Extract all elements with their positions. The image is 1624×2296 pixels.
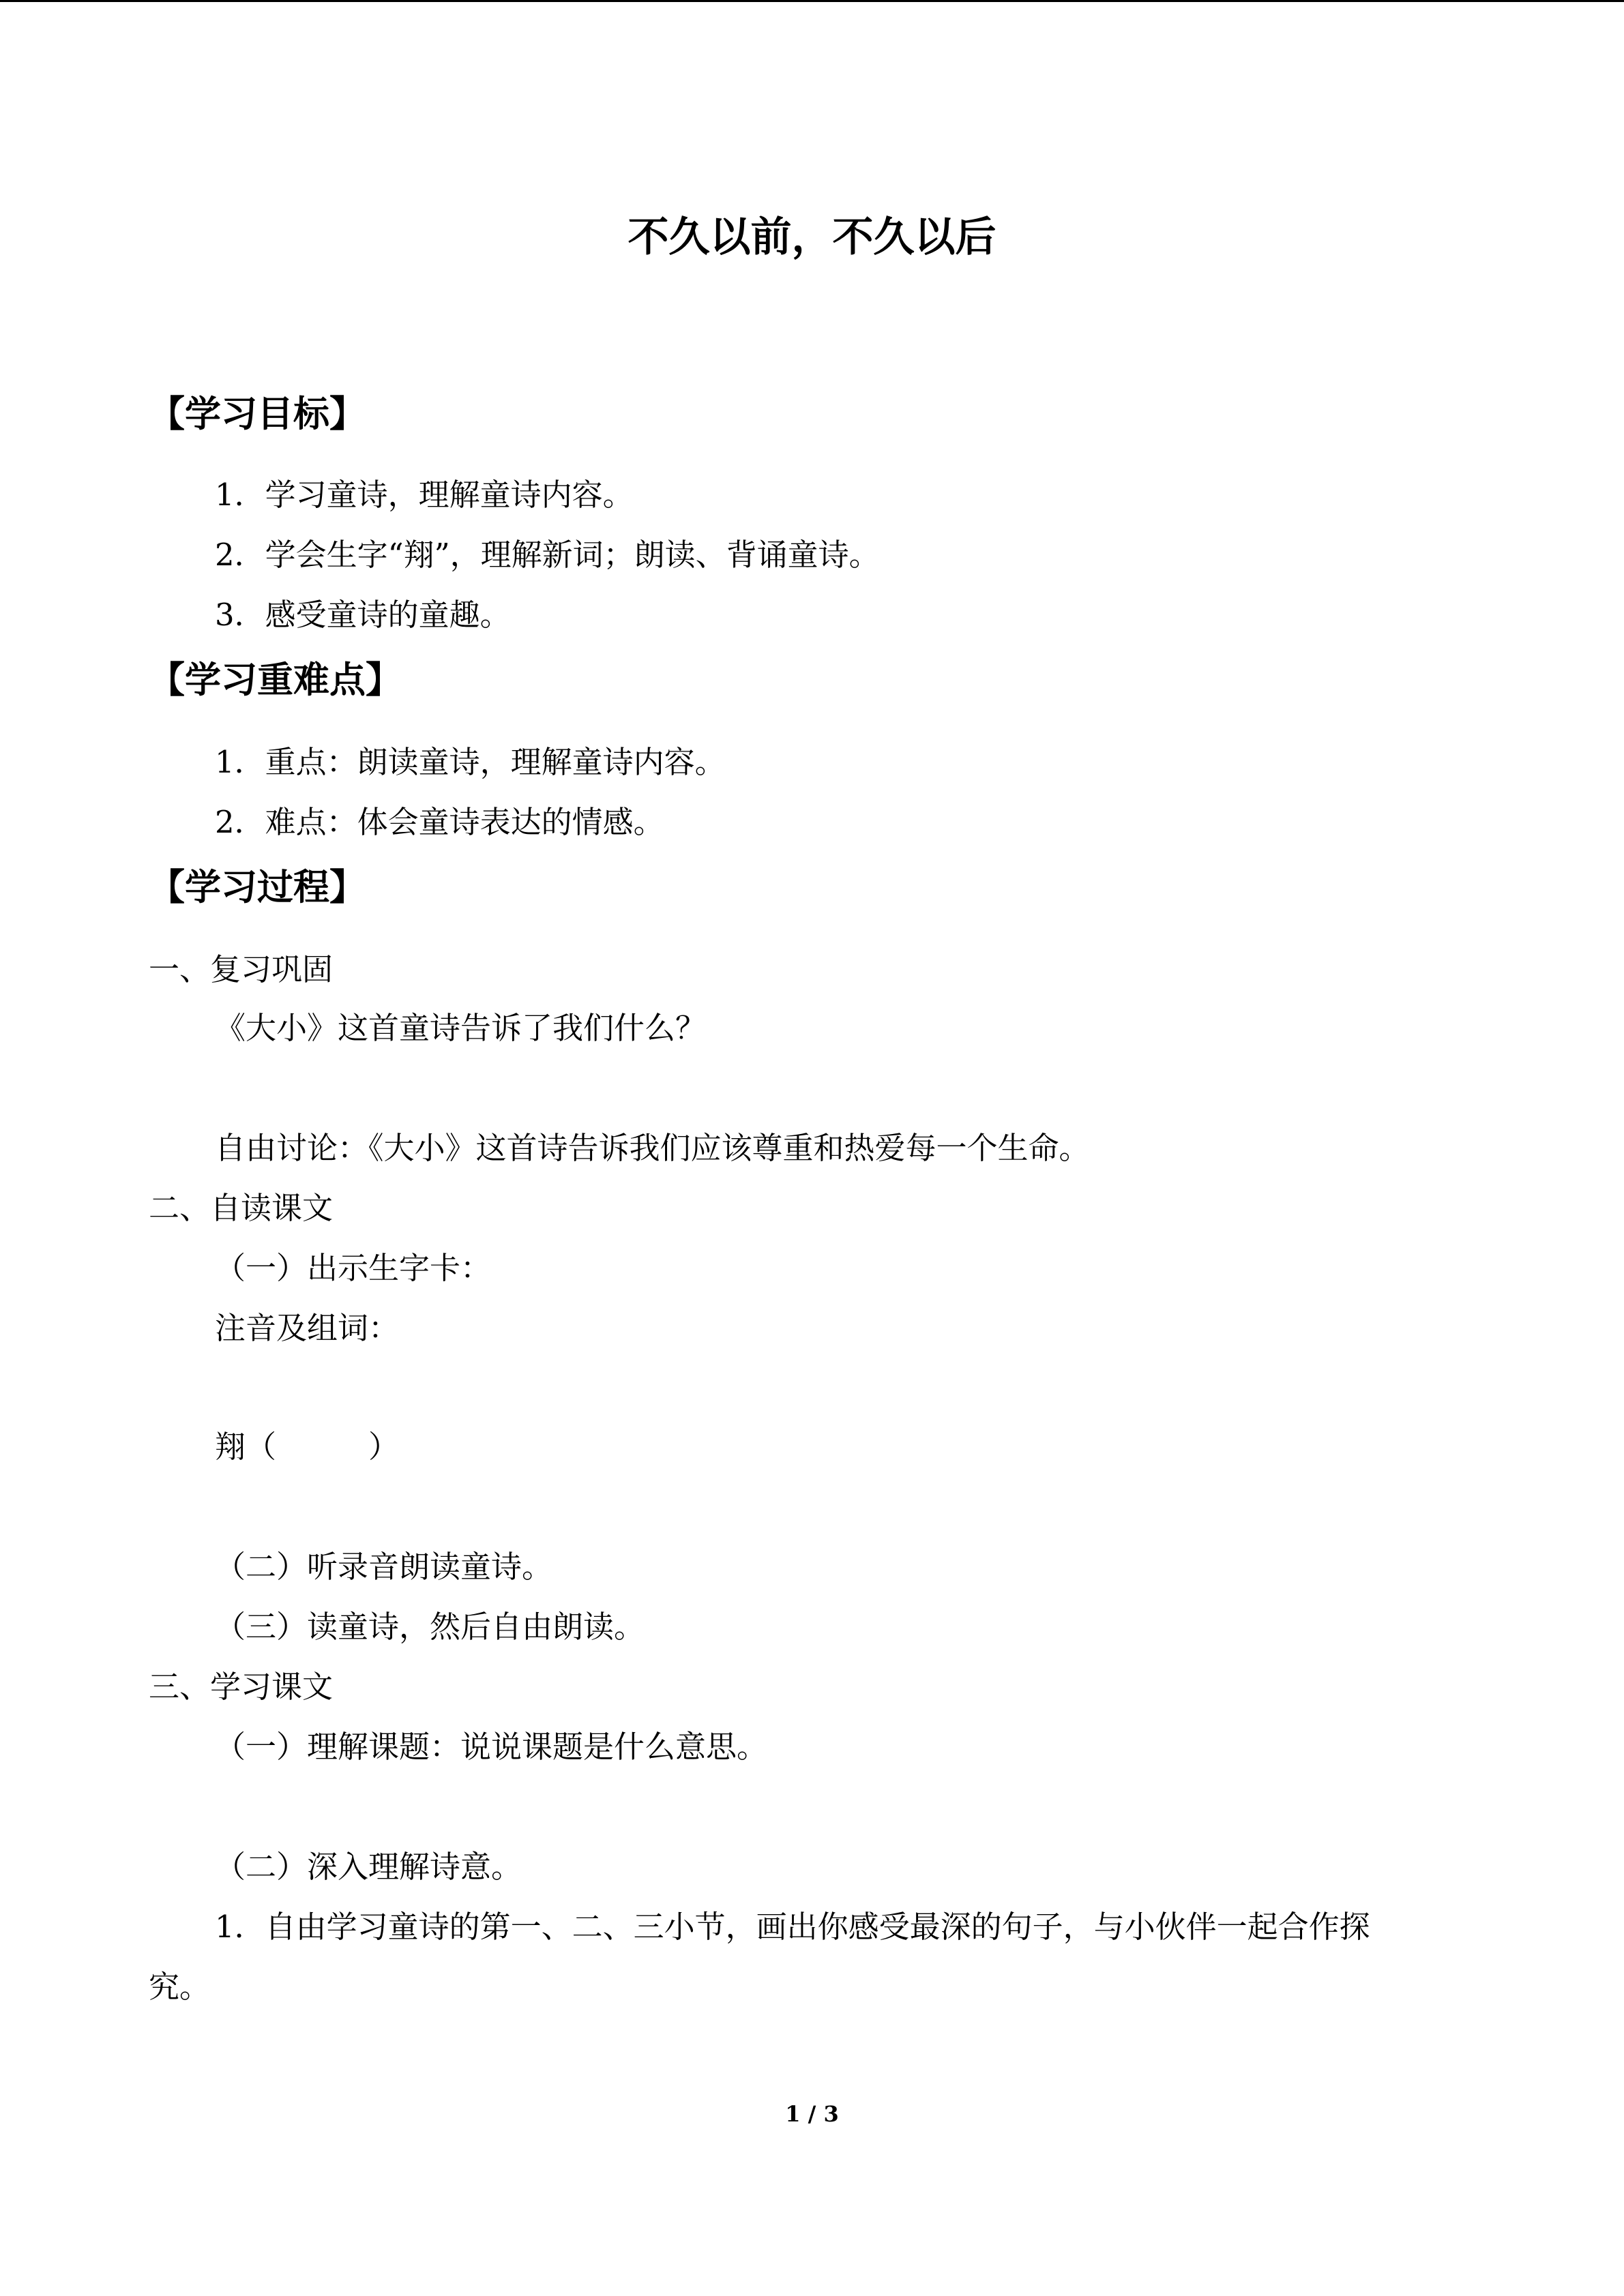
part1-title: 一、复习巩固 (149, 951, 334, 987)
part1-question: 《大小》这首童诗告诉了我们什么？ (215, 1010, 707, 1046)
part3-step2: （二）深入理解诗意。 (215, 1849, 522, 1885)
goal-item-3: 3．感受童诗的童趣。 (215, 597, 511, 633)
part2-title: 二、自读课文 (149, 1190, 334, 1226)
part3-step1: （一）理解课题：说说课题是什么意思。 (215, 1729, 768, 1765)
section-heading-key-points: 【学习重难点】 (149, 659, 402, 701)
key-point-item-1: 1．重点：朗读童诗，理解童诗内容。 (215, 744, 726, 780)
part3-task1-line1: 1．自由学习童诗的第一、二、三小节，画出你感受最深的句子，与小伙伴一起合作探 (215, 1909, 1370, 1945)
top-border-rule (0, 0, 1624, 2)
part1-discussion: 自由讨论：《大小》这首诗告诉我们应该尊重和热爱每一个生命。 (215, 1130, 1090, 1166)
part3-title: 三、学习课文 (149, 1669, 334, 1705)
part2-phonetic-label: 注音及组词： (215, 1310, 400, 1346)
page-number: 1 / 3 (785, 2101, 839, 2127)
section-heading-process: 【学习过程】 (149, 866, 366, 908)
section-heading-goals: 【学习目标】 (149, 393, 366, 435)
goal-item-1: 1．学习童诗，理解童诗内容。 (215, 477, 634, 513)
part3-task1-line2: 究。 (149, 1969, 211, 2005)
part2-step2: （二）听录音朗读童诗。 (215, 1549, 553, 1585)
goal-item-2: 2．学会生字“翔”，理解新词；朗读、背诵童诗。 (215, 537, 880, 573)
part2-step3: （三）读童诗，然后自由朗读。 (215, 1609, 645, 1645)
part2-character-blank: 翔（ ） (215, 1429, 400, 1465)
key-point-item-2: 2．难点：体会童诗表达的情感。 (215, 804, 664, 840)
part2-step1: （一）出示生字卡： (215, 1250, 492, 1286)
page-title: 不久以前，不久以后 (628, 213, 996, 261)
